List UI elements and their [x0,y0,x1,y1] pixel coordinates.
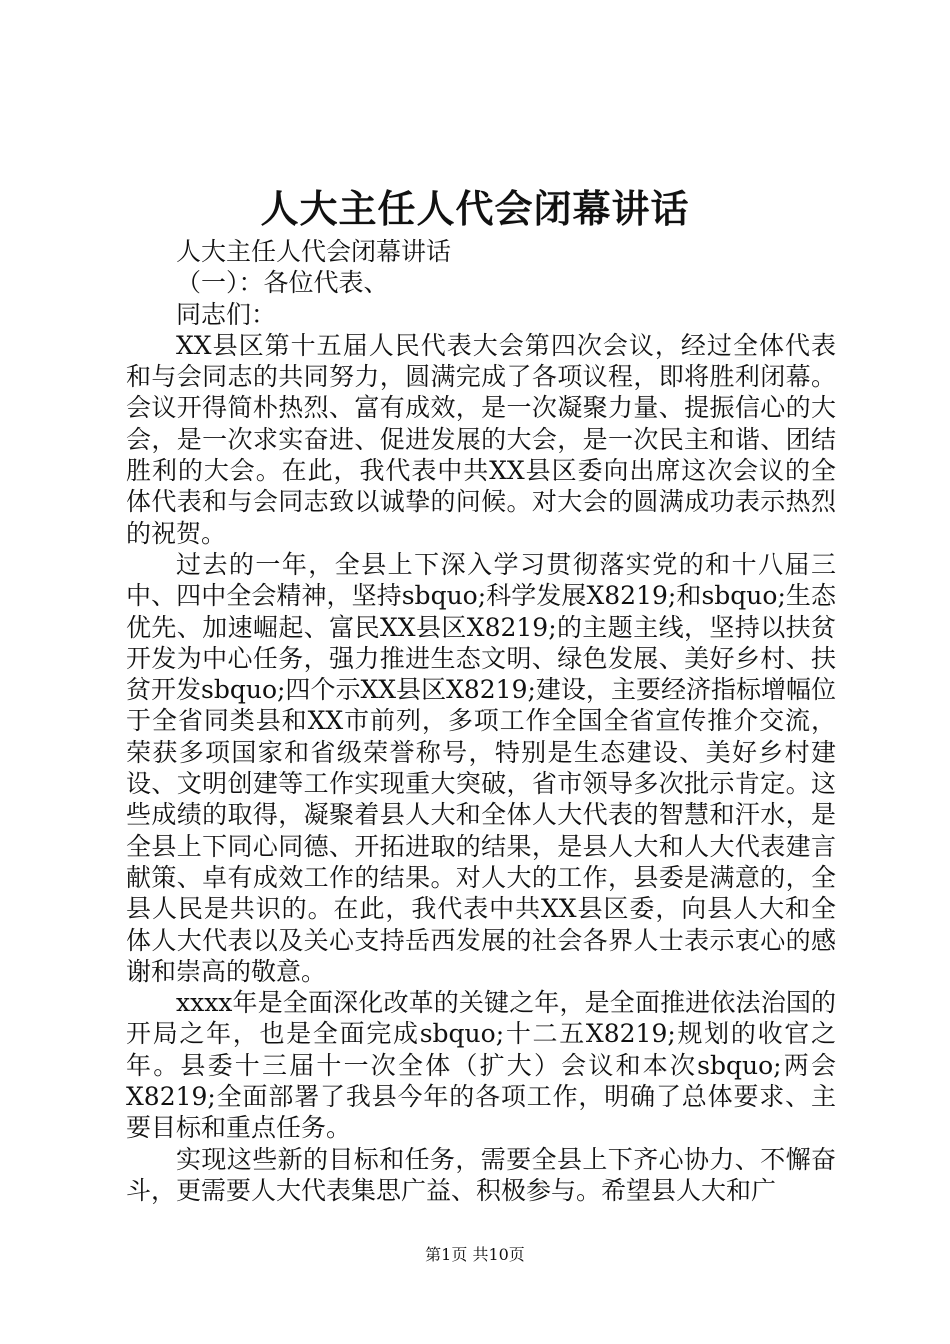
paragraph-salutation-1: （一）：各位代表、 [176,268,389,298]
paragraph-body: 过去的一年，全县上下深入学习贯彻落实党的和十八届三中、四中全会精神，坚持sbquo;科学发展X8219;和sbquo;生态优先、加速崛起、富民XX县区X8219;的主题主线，坚持以扶贫开发为中心任务，强力推进生态文明、绿色发展、美好乡村、扶贫开发sbquo;四个示XX县区X8219;建设，主要经济指标增幅位于全省同类县和XX市前列，多项工作全国全省宣传推介交流，荣获多项国家和省级荣誉称号，特别是生态建设、美好乡村建设、文明创建等工作实现重大突破，省市领导多次批示肯定。这些成绩的取得，凝聚着县人大和全体人大代表的智慧和汗水，是全县上下同心同德、开拓进取的结果，是县人大和人大代表建言献策、卓有成效工作的结果。对人大的工作，县委是满意的，全县人民是共识的。在此，我代表中共XX县区委，向县人大和全体人大代表以及关心支持岳西发展的社会各界人士表示衷心的感谢和崇高的敬意。 [126,549,836,986]
document-title: 人大主任人代会闭幕讲话 [260,186,690,231]
page-footer: 第1页 共10页 [425,1245,525,1264]
paragraph-body: xxxx年是全面深化改革的关键之年，是全面推进依法治国的开局之年，也是全面完成sbquo;十二五X8219;规划的收官之年。县委十三届十一次全体（扩大）会议和本次sbquo;两会X8219;全面部署了我县今年的各项工作，明确了总体要求、主要目标和重点任务。 [126,988,836,1143]
paragraph-salutation-2: 同志们： [176,299,277,329]
document-body [126,236,836,1206]
paragraph-subtitle: 人大主任人代会闭幕讲话 [176,237,452,266]
paragraph-body: 实现这些新的目标和任务，需要全县上下齐心协力、不懈奋斗，更需要人大代表集思广益、积极参与。希望县人大和广 [126,1144,836,1205]
paragraph-body: XX县区第十五届人民代表大会第四次会议，经过全体代表和与会同志的共同努力，圆满完成了各项议程，即将胜利闭幕。会议开得简朴热烈、富有成效，是一次凝聚力量、提振信心的大会，是一次求实奋进、促进发展的大会，是一次民主和谐、团结胜利的大会。在此，我代表中共XX县区委向出席这次会议的全体代表和与会同志致以诚挚的问候。对大会的圆满成功表示热烈的祝贺。 [126,330,836,548]
